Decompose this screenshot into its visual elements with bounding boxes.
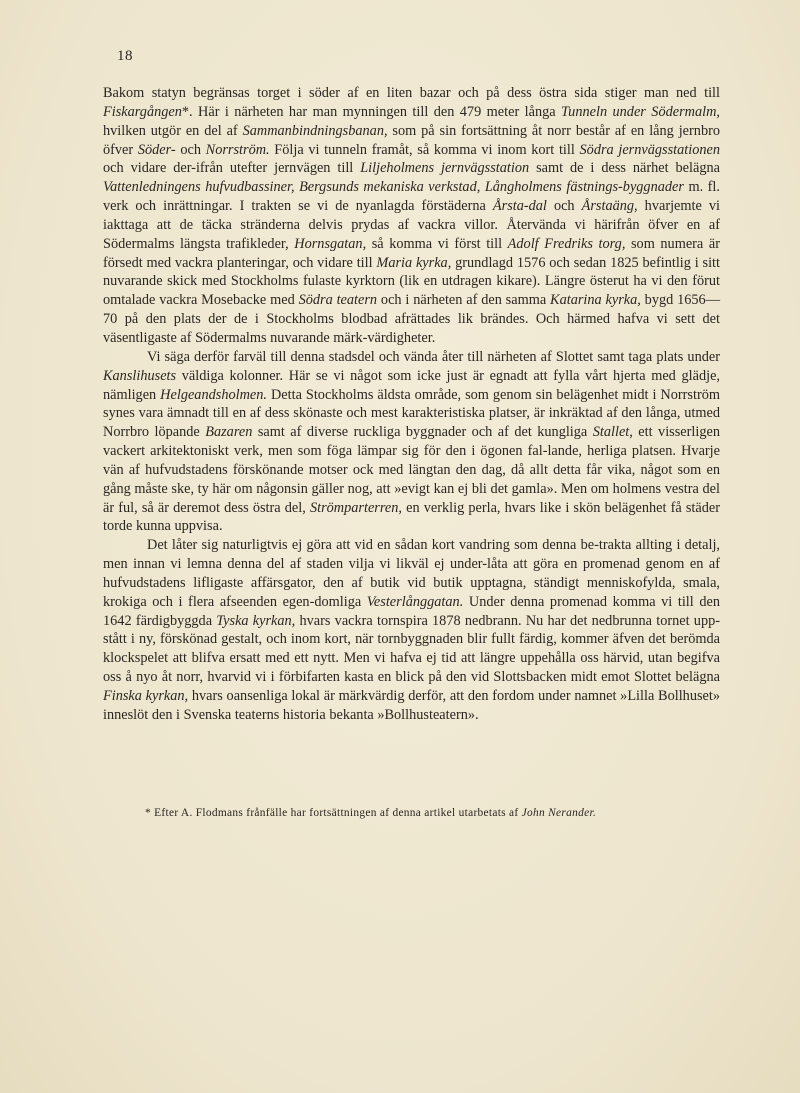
text-run: och vidare der-ifrån utefter jernvägen till: [103, 160, 361, 177]
text-run: Det låter sig naturligtvis ej göra att vid en sådan kort vandring som denna be-trakta allting i detalj, men innan vi lemna denna del af staden vilja vi likväl ej under-låta att göra en promenad genom en af hufvudstadens lifligaste affärsgator, den af butik vid butik upptagna, ständigt menniskofylda, smala, krokiga och i flera afseenden egen-domliga: [103, 537, 720, 610]
text-run: och: [175, 141, 206, 158]
italic-term: Bazaren: [205, 424, 253, 441]
text-run: * Efter A. Flodmans frånfälle har fortsättningen af denna artikel utarbetats af: [145, 807, 522, 819]
italic-term: Årstaäng,: [581, 198, 638, 215]
text-run: som på sin fortsättning åt norr består af en lång jernbro öfver: [103, 122, 720, 158]
italic-term: Tunneln under Södermalm,: [561, 103, 720, 120]
paragraph-3: [103, 536, 720, 724]
text-run: Vi säga derför farväl till denna stadsdel och vända åter till närheten af Slottet samt taga plats under: [147, 348, 720, 365]
text-run: hvars vackra tornspira 1878 nedbrann. Nu har det nedbrunna tornet upp-stått i ny, förskönad gestalt, och inom kort, när tornbyggnaden blir fullt färdig, kommer äfven det berömda klockspelet att blifva ersatt med ett nytt. Men vi hafva ej tid att längre uppehålla oss härvid, utan begifva oss å nyo åt norr, hvarvid vi i förbifarten kasta en blick på den vid Slottsbacken midt emot Slottet belägna: [103, 612, 721, 686]
italic-term: Fiskargången: [103, 103, 182, 120]
italic-term: Stallet,: [592, 424, 633, 441]
italic-term: Finska kyrkan,: [103, 688, 189, 704]
text-run: hvars oansenliga lokal är märkvärdig derför, att den fordom under namnet »Lilla Bollhuset» inneslöt den i Svenska teaterns historia bekanta »Bollhusteatern».: [103, 688, 720, 723]
italic-term: Strömparterren,: [309, 499, 402, 516]
italic-term: Kanslihusets: [103, 367, 177, 384]
italic-term: Maria kyrka,: [376, 254, 452, 271]
text-run: väldiga kolonner. Här se vi något som icke just är egnadt att fylla vårt hjerta med glädje, nämligen: [103, 367, 720, 403]
text-run: grundlagd 1576 och sedan 1825 befintlig i sitt nuvarande skick med Stockholms fulaste kyrktorn (lik en utdragen kikare). Längre österut ha vi den förut omtalade vackra Mosebacke med: [103, 254, 720, 309]
italic-term: John Nerander.: [521, 807, 597, 819]
page-number: 18: [117, 48, 133, 64]
italic-term: Adolf Fredriks torg,: [507, 235, 626, 252]
text-run: m. fl. verk och inrättningar. I trakten se vi de nyanlagda förstäderna: [103, 179, 720, 215]
text-run: *. Här i närheten har man mynningen till den 479 meter långa: [181, 103, 562, 120]
italic-term: Vesterlånggatan.: [366, 593, 464, 610]
text-run: ett visserligen vackert arkitektoniskt verk, men som föga lämpar sig för den i ögonen fal-lande, herliga platsen. Hvarje vän af hufvudstadens förskönande motser ock med längtan den dag, då allt detta får vika, något som en gång måste ske, ty här om någonsin gäller nog, att »evigt kan ej bli det gamla». Men om holmens vestra del är ful, så är deremot dess östra del,: [103, 424, 720, 516]
text-run: Bakom statyn begränsas torget i söder af en liten bazar och på dess östra sida stiger man ned till: [103, 85, 720, 101]
text-run: bygd 1656—70 på den plats der de i Stockholms blodbad afrättades lik brändes. Och härmed hafva vi sett det väsentligaste af Södermalms nuvarande märk-värdigheter.: [103, 292, 721, 346]
italic-term: Söder-: [137, 141, 176, 158]
italic-term: Liljeholmens jernvägsstation: [360, 160, 530, 177]
italic-term: Årsta-dal: [492, 198, 547, 215]
text-run: som numera är försedt med vackra planteringar, och vidare till: [103, 235, 720, 271]
paragraph-1: [103, 84, 720, 348]
text-run: samt de i dess närhet belägna: [529, 160, 720, 177]
italic-term: Katarina kyrka,: [550, 292, 641, 309]
text-run: Följa vi tunneln framåt, så komma vi inom kort till: [269, 141, 580, 158]
text-run: hvarjemte vi iakttaga att de täcka stränderna delvis prydas af vackra villor. Återvända vi härifrån öfver en af Södermalms längsta trafikleder,: [103, 198, 720, 252]
text-run: hvilken utgör en del af: [103, 122, 243, 139]
italic-term: Tyska kyrkan,: [216, 612, 296, 629]
text-run: Detta Stockholms äldsta område, som genom sin belägenhet midt i Norrström synes vara ämnadt till en af dess skönaste och mest karakteristiska platser, är inkräktad af den långa, utmed Norrbro löpande: [103, 386, 720, 441]
text-run: samt af diverse ruckliga byggnader och af det kungliga: [252, 424, 593, 441]
paragraph-2: [103, 348, 720, 536]
text-run: och i närheten af den samma: [377, 292, 551, 309]
text-run: en verklig perla, hvars like i skön belägenhet få städer torde kunna uppvisa.: [103, 499, 720, 535]
text-run: så komma vi först till: [366, 235, 508, 252]
italic-term: Sammanbindningsbanan,: [242, 122, 388, 139]
footnote: [145, 806, 596, 820]
italic-term: Södra jernvägsstationen: [579, 141, 720, 158]
body-text: [103, 84, 720, 725]
italic-term: Södra teatern: [298, 292, 378, 309]
italic-term: Vattenledningens hufvudbassiner, Bergsunds mekaniska verkstad, Långholmens fästnings-byggnader: [103, 179, 684, 196]
italic-term: Helgeandsholmen.: [160, 386, 267, 403]
italic-term: Hornsgatan,: [294, 235, 367, 252]
text-run: och: [546, 198, 582, 215]
text-run: Under denna promenad komma vi till den 1642 färdigbyggda: [103, 593, 720, 629]
italic-term: Norrström.: [205, 141, 270, 158]
